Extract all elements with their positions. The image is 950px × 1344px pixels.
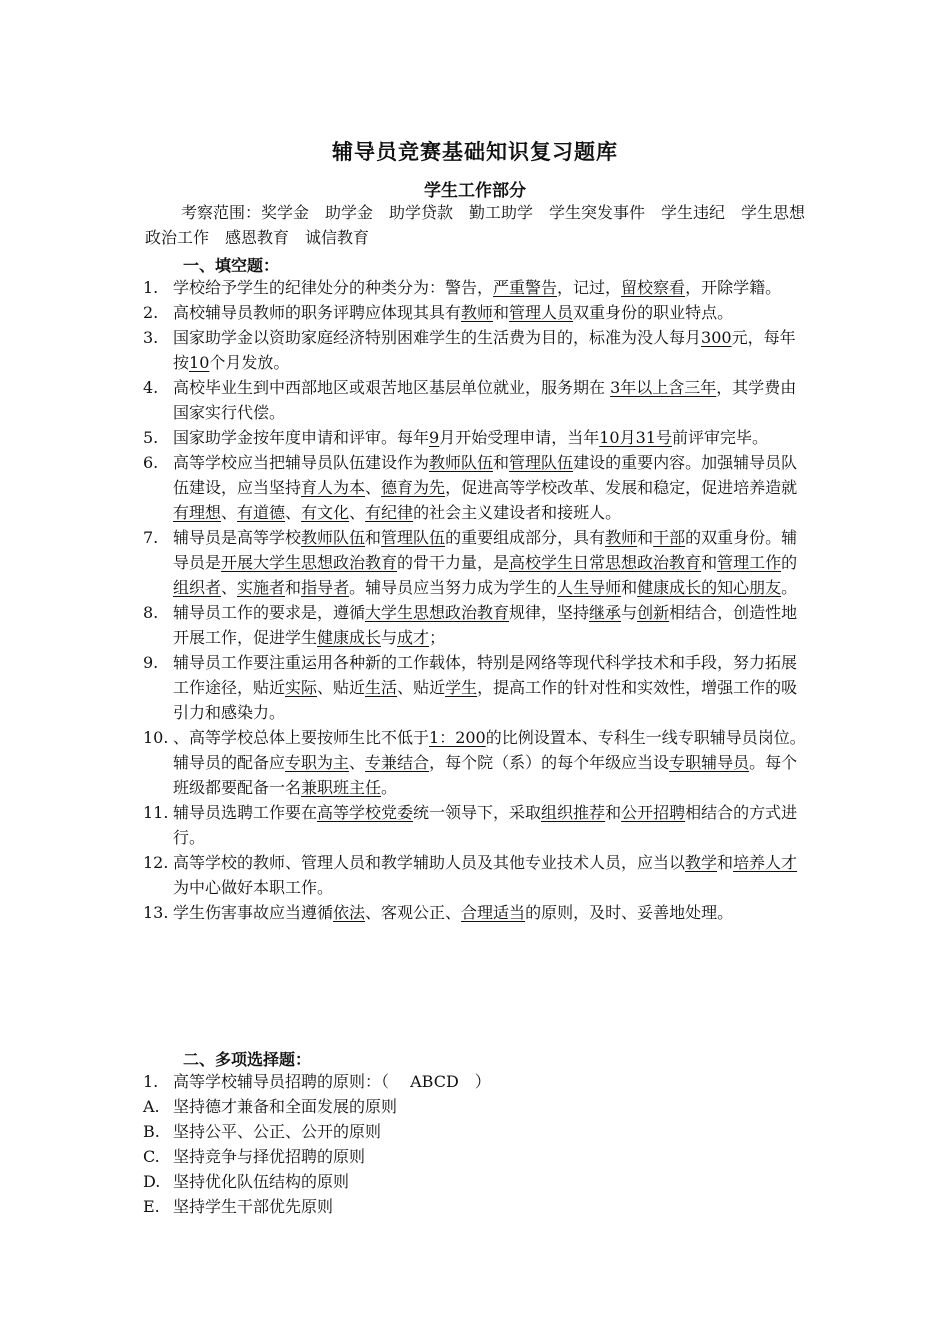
question-text: [173, 375, 811, 425]
answer-blank: 教师队伍: [429, 453, 494, 472]
answer-blank: 管理工作: [717, 553, 782, 572]
answer-blank: 创新: [637, 603, 670, 622]
multiple-choice-list: [143, 1069, 811, 1219]
question-text-segment: 高等学校应当把辅导员队伍建设作为: [173, 453, 430, 472]
question-text-segment: 的社会主义建设者和接班人。: [413, 503, 622, 522]
mc-question-number: 1.: [143, 1072, 159, 1091]
question-text-segment: 、: [221, 578, 238, 597]
question-text-segment: 和: [493, 303, 510, 322]
fill-in-question: [143, 425, 811, 450]
question-text-segment: 和: [285, 578, 302, 597]
mc-option-label: B.: [143, 1122, 160, 1141]
question-text: [173, 900, 811, 925]
mc-option: [143, 1144, 811, 1169]
question-text-segment: 、: [349, 503, 366, 522]
answer-blank: 培养人才: [733, 853, 798, 872]
answer-blank: 公开招聘: [621, 803, 686, 822]
question-text-segment: 高校毕业生到中西部地区或艰苦地区基层单位就业，服务期在: [173, 378, 611, 397]
answer-blank: 有文化: [301, 503, 350, 522]
fill-in-question: [143, 650, 811, 725]
question-number: 8.: [143, 603, 159, 622]
question-text-segment: ，记过，: [557, 278, 622, 297]
mc-question: [143, 1069, 811, 1094]
question-text-segment: 为中心做好本职工作。: [173, 878, 334, 897]
section-heading-fill-in: 一、填空题：: [183, 256, 280, 275]
mc-option: [143, 1169, 811, 1194]
answer-blank: 健康成长的知心朋友: [637, 578, 782, 597]
fill-in-question: [143, 325, 811, 375]
answer-blank: 干部: [653, 528, 686, 547]
question-text-segment: 建设的重要内容。加强辅导员队伍建设，应当坚持: [173, 453, 798, 497]
question-text-segment: 国家助学金以资助家庭经济特别困难学生的生活费为目的，标准为没人每月: [173, 328, 702, 347]
mc-option-label: D.: [143, 1172, 161, 1191]
answer-blank: 教学: [685, 853, 718, 872]
question-text: [173, 325, 811, 375]
mc-option-text: 坚持公平、公正、公开的原则: [173, 1122, 382, 1141]
question-text-segment: 、贴近: [317, 678, 366, 697]
answer-blank: 有纪律: [365, 503, 414, 522]
question-text-segment: 和: [605, 803, 622, 822]
answer-blank: 10月31号: [599, 428, 672, 447]
question-text-segment: 辅导员工作的要求是，遵循: [173, 603, 366, 622]
answer-blank: 留校察看: [621, 278, 686, 297]
answer-blank: 开展大学生思想政治教育: [221, 553, 398, 572]
fill-in-question: [143, 300, 811, 325]
mc-option-text: 坚持竞争与择优招聘的原则: [173, 1147, 366, 1166]
answer-blank: 教师: [605, 528, 638, 547]
question-text-segment: 和: [637, 528, 654, 547]
question-text-segment: 的原则，及时、妥善地处理。: [525, 903, 734, 922]
question-text-segment: 。: [381, 778, 398, 797]
question-text-segment: 的骨干力量，是: [397, 553, 510, 572]
question-number: 7.: [143, 528, 159, 547]
fill-in-question: [143, 600, 811, 650]
question-text-segment: 、: [365, 478, 382, 497]
mc-option-label: E.: [143, 1197, 160, 1216]
mc-option: [143, 1194, 811, 1219]
question-text-segment: ，开除学籍。: [685, 278, 782, 297]
question-number: 2.: [143, 303, 159, 322]
answer-blank: 3年以上含三年: [610, 378, 717, 397]
question-number: 12.: [143, 853, 169, 872]
question-text: [173, 850, 811, 900]
answer-blank: 高等学校党委: [317, 803, 414, 822]
mc-option: [143, 1094, 811, 1119]
question-text-segment: 前评审完毕。: [671, 428, 768, 447]
answer-blank: 合理适当: [461, 903, 526, 922]
question-text-segment: 与: [381, 628, 398, 647]
answer-blank: 管理队伍: [509, 453, 574, 472]
answer-blank: 教师: [461, 303, 494, 322]
question-text-segment: 、贴近: [397, 678, 446, 697]
question-text-segment: 和: [621, 578, 638, 597]
question-text-segment: 元，每年按: [173, 328, 796, 372]
fill-in-question: [143, 275, 811, 300]
question-text: [173, 275, 811, 300]
fill-in-question-list: [143, 275, 811, 925]
question-text: [173, 725, 811, 800]
document-title: 辅导员竞赛基础知识复习题库: [332, 139, 618, 164]
exam-scope: 考察范围：奖学金 助学金 助学贷款 勤工助学 学生突发事件 学生违纪 学生思想政治工作 感恩教育 诚信教育: [145, 203, 806, 247]
question-text-segment: 高等学校的教师、管理人员和教学辅助人员及其他专业技术人员，应当以: [173, 853, 686, 872]
question-text-segment: 学生伤害事故应当遵循: [173, 903, 334, 922]
fill-in-question: [143, 525, 811, 600]
answer-blank: 德育为先: [381, 478, 446, 497]
answer-blank: 兼职班主任: [301, 778, 382, 797]
mc-option-label: A.: [143, 1097, 160, 1116]
question-number: 4.: [143, 378, 159, 397]
question-text: [173, 600, 811, 650]
question-text-segment: 月开始受理申请，当年: [439, 428, 600, 447]
answer-blank: 有道德: [237, 503, 286, 522]
question-text-segment: 高校辅导员教师的职务评聘应体现其具有: [173, 303, 462, 322]
question-text-segment: 、: [221, 503, 238, 522]
answer-blank: 组织推荐: [541, 803, 606, 822]
mc-option-text: 坚持德才兼备和全面发展的原则: [173, 1097, 398, 1116]
answer-blank: 300: [701, 328, 732, 347]
question-text-segment: 、: [285, 503, 302, 522]
question-text-segment: 和: [493, 453, 510, 472]
question-text-segment: 、客观公正、: [365, 903, 462, 922]
question-text-segment: ，提高工作的针对性和实效性，增强工作的吸引力和感染力。: [173, 678, 798, 722]
question-number: 1.: [143, 278, 159, 297]
question-text-segment: 和: [717, 853, 734, 872]
question-text-segment: 的重要组成部分，具有: [445, 528, 606, 547]
fill-in-question: [143, 375, 811, 425]
question-text-segment: 学校给予学生的纪律处分的种类分为：警告，: [173, 278, 494, 297]
answer-blank: 学生: [445, 678, 478, 697]
question-text-segment: ；: [429, 628, 446, 647]
section-heading-multiple-choice: 二、多项选择题：: [183, 1050, 312, 1069]
answer-blank: 组织者: [173, 578, 222, 597]
question-number: 5.: [143, 428, 159, 447]
question-text: [173, 525, 811, 600]
document-subtitle: 学生工作部分: [424, 181, 526, 201]
answer-blank: 专职为主: [285, 753, 350, 772]
answer-blank: 继承: [589, 603, 622, 622]
answer-blank: 生活: [365, 678, 398, 697]
question-text-segment: ，每个院（系）的每个年级应当设: [429, 753, 670, 772]
fill-in-question: [143, 450, 811, 525]
question-text-segment: 。辅导员应当努力成为学生的: [349, 578, 558, 597]
question-text-segment: 、: [349, 753, 366, 772]
question-text-segment: ，促进高等学校改革、发展和稳定，促进培养造就: [445, 478, 798, 497]
answer-blank: 依法: [333, 903, 366, 922]
question-text-segment: 双重身份的职业特点。: [573, 303, 734, 322]
question-text-segment: 和: [365, 528, 382, 547]
fill-in-question: [143, 900, 811, 925]
answer-blank: 人生导师: [557, 578, 622, 597]
question-text-segment: 的: [781, 553, 798, 572]
question-number: 10.: [143, 728, 169, 747]
question-text-segment: 规律，坚持: [509, 603, 590, 622]
question-number: 3.: [143, 328, 159, 347]
mc-question-text: 高等学校辅导员招聘的原则：（ ABCD ）: [173, 1072, 491, 1091]
answer-blank: 实施者: [237, 578, 286, 597]
answer-blank: 有理想: [173, 503, 222, 522]
answer-blank: 指导者: [301, 578, 350, 597]
question-text-segment: 和: [701, 553, 718, 572]
answer-blank: 10: [189, 353, 210, 372]
answer-blank: 大学生思想政治教育: [365, 603, 510, 622]
answer-blank: 育人为本: [301, 478, 366, 497]
question-text-segment: 的比例设置本、专科生一线专职辅导员岗位。辅导员的配备应: [173, 728, 806, 772]
answer-blank: 实际: [285, 678, 318, 697]
question-number: 11.: [143, 803, 169, 822]
question-text: [173, 450, 811, 525]
question-number: 6.: [143, 453, 159, 472]
answer-blank: 高校学生日常思想政治教育: [509, 553, 702, 572]
question-text-segment: 、高等学校总体上要按师生比不低于: [173, 728, 430, 747]
question-text-segment: 与: [621, 603, 638, 622]
answer-blank: 成才: [397, 628, 430, 647]
question-text-segment: 辅导员是高等学校: [173, 528, 302, 547]
answer-blank: 专兼结合: [365, 753, 430, 772]
mc-option-label: C.: [143, 1147, 160, 1166]
question-text-segment: 国家助学金按年度申请和评审。每年: [173, 428, 430, 447]
answer-blank: 9: [429, 428, 440, 447]
answer-blank: 管理队伍: [381, 528, 446, 547]
mc-option-text: 坚持学生干部优先原则: [173, 1197, 334, 1216]
question-number: 9.: [143, 653, 159, 672]
fill-in-question: [143, 850, 811, 900]
question-text: [173, 800, 811, 850]
question-text-segment: 。: [781, 578, 798, 597]
question-text-segment: ，其学费由国家实行代偿。: [173, 378, 797, 422]
question-text: [173, 300, 811, 325]
fill-in-question: [143, 725, 811, 800]
question-text-segment: 相结合，创造性地开展工作，促进学生: [173, 603, 798, 647]
mc-option: [143, 1119, 811, 1144]
question-text-segment: 辅导员选聘工作要在: [173, 803, 318, 822]
question-text-segment: 统一领导下，采取: [413, 803, 542, 822]
question-number: 13.: [143, 903, 169, 922]
question-text-segment: 相结合的方式进行。: [173, 803, 798, 847]
answer-blank: 管理人员: [509, 303, 574, 322]
question-text: [173, 425, 811, 450]
answer-blank: 健康成长: [317, 628, 382, 647]
question-text-segment: 辅导员工作要注重运用各种新的工作载体，特别是网络等现代科学技术和手段，努力拓展工作途径，贴近: [173, 653, 798, 697]
answer-blank: 1：200: [429, 728, 486, 747]
question-text-segment: 的双重身份。辅导员是: [173, 528, 798, 572]
fill-in-question: [143, 800, 811, 850]
answer-blank: 教师队伍: [301, 528, 366, 547]
question-text-segment: 。每个班级都要配备一名: [173, 753, 798, 797]
mc-option-text: 坚持优化队伍结构的原则: [173, 1172, 350, 1191]
question-text-segment: 个月发放。: [209, 353, 290, 372]
answer-blank: 专职辅导员: [669, 753, 750, 772]
answer-blank: 严重警告: [493, 278, 558, 297]
question-text: [173, 650, 811, 725]
